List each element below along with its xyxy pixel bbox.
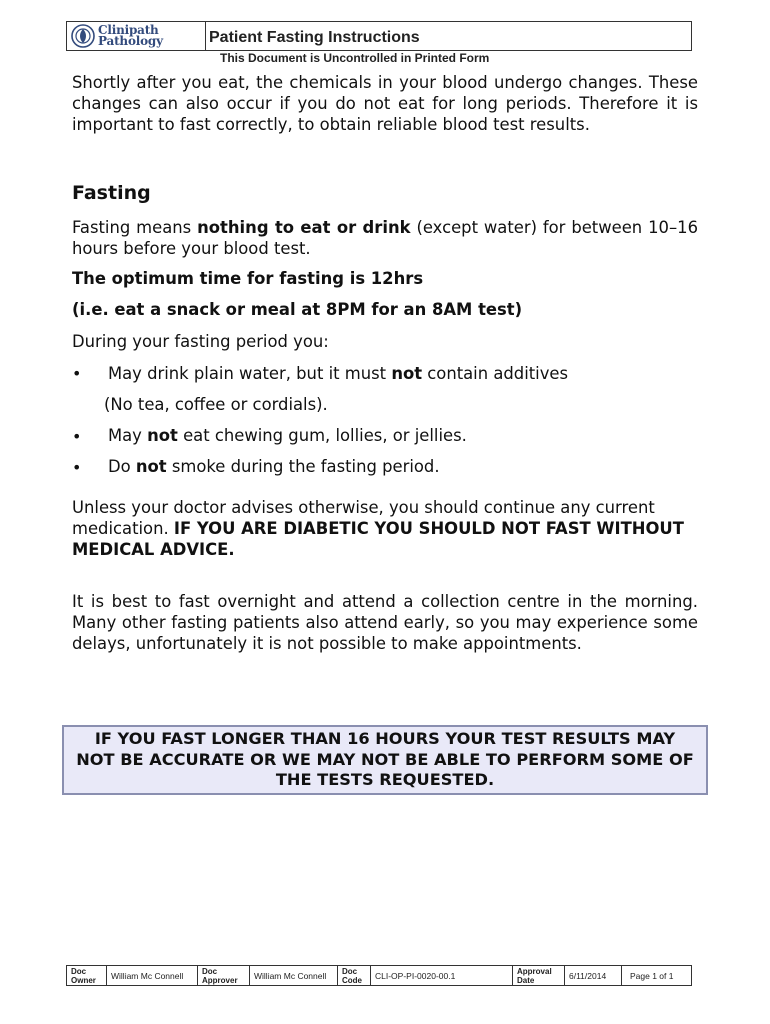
document-footer [66, 965, 692, 986]
bullet-1-pre: May drink plain water, but it must [108, 364, 392, 383]
fasting-heading: Fasting [72, 182, 151, 204]
optimum-example: (i.e. eat a snack or meal at 8PM for an 8AM test) [72, 300, 523, 319]
footer-owner: William Mc Connell [107, 966, 198, 985]
logo-line-2: Pathology [98, 34, 163, 48]
approver-label-1: Doc [202, 966, 218, 976]
bullet-3-dot: • [72, 458, 82, 477]
footer-date: 6/11/2014 [565, 966, 622, 985]
code-label-1: Doc [342, 966, 358, 976]
definition-pre: Fasting means [72, 218, 198, 237]
bullet-2 [108, 426, 467, 445]
logo-text [98, 25, 163, 47]
bullet-1-subline: (No tea, coffee or cordials). [104, 395, 328, 414]
intro-paragraph: Shortly after you eat, the chemicals in your blood undergo changes. These changes can also occur if you do not eat for long periods. Therefore it is important to fast correctly, to obtain reliable blood test results. [72, 73, 698, 134]
document-title: Patient Fasting Instructions [209, 29, 420, 46]
approver-label-2: Approver [202, 975, 238, 985]
footer-page: Page 1 of 1 [630, 970, 674, 981]
owner-label-1: Doc [71, 966, 87, 976]
clinipath-logo-icon [71, 24, 95, 48]
logo [67, 22, 206, 50]
fasting-definition [72, 218, 698, 260]
medication-paragraph [72, 498, 698, 560]
bullet-1-bold: not [391, 364, 423, 383]
document-header [66, 21, 692, 51]
footer-approver-label [198, 966, 250, 985]
bullet-3-pre: Do [108, 457, 136, 476]
bullet-1-dot: • [72, 364, 82, 383]
footer-code-label [338, 966, 371, 985]
overnight-paragraph: It is best to fast overnight and attend a collection centre in the morning. Many other fasting patients also attend early, so you may experience some delays, unfortunately it is not possible to make appointments. [72, 592, 698, 653]
bullet-3-bold: not [135, 457, 167, 476]
owner-label-2: Owner [71, 975, 96, 985]
code-label-2: Code [342, 975, 362, 985]
footer-approver: William Mc Connell [250, 966, 338, 985]
date-label-2: Date [517, 975, 535, 985]
during-fasting-intro: During your fasting period you: [72, 332, 329, 351]
optimum-time: The optimum time for fasting is 12hrs [72, 269, 424, 288]
bullet-2-bold: not [147, 426, 178, 445]
diabetic-warning: IF YOU ARE DIABETIC YOU SHOULD NOT FAST WITHOUT MEDICAL ADVICE. [72, 518, 684, 559]
definition-post: (except water) for between 10–16 hours before your blood test. [72, 218, 698, 258]
medication-text: Unless your doctor advises otherwise, you should continue any current medication. [72, 498, 655, 538]
date-label-1: Approval [517, 966, 552, 976]
bullet-3 [108, 457, 440, 476]
warning-box: IF YOU FAST LONGER THAN 16 HOURS YOUR TEST RESULTS MAY NOT BE ACCURATE OR WE MAY NOT BE ABLE TO PERFORM SOME OF THE TESTS REQUESTED. [62, 725, 708, 795]
bullet-3-post: smoke during the fasting period. [166, 457, 440, 476]
bullet-1 [108, 364, 568, 383]
footer-code: CLI-OP-PI-0020-00.1 [371, 966, 513, 985]
bullet-2-pre: May [108, 426, 148, 445]
bullet-2-post: eat chewing gum, lollies, or jellies. [177, 426, 467, 445]
bullet-1-post: contain additives [422, 364, 569, 383]
bullet-2-dot: • [72, 427, 82, 446]
footer-date-label [513, 966, 565, 985]
uncontrolled-notice: This Document is Uncontrolled in Printed Form [220, 51, 490, 65]
logo-line-1: Clinipath [98, 23, 159, 37]
definition-bold: nothing to eat or drink [197, 218, 411, 237]
footer-owner-label [67, 966, 107, 985]
